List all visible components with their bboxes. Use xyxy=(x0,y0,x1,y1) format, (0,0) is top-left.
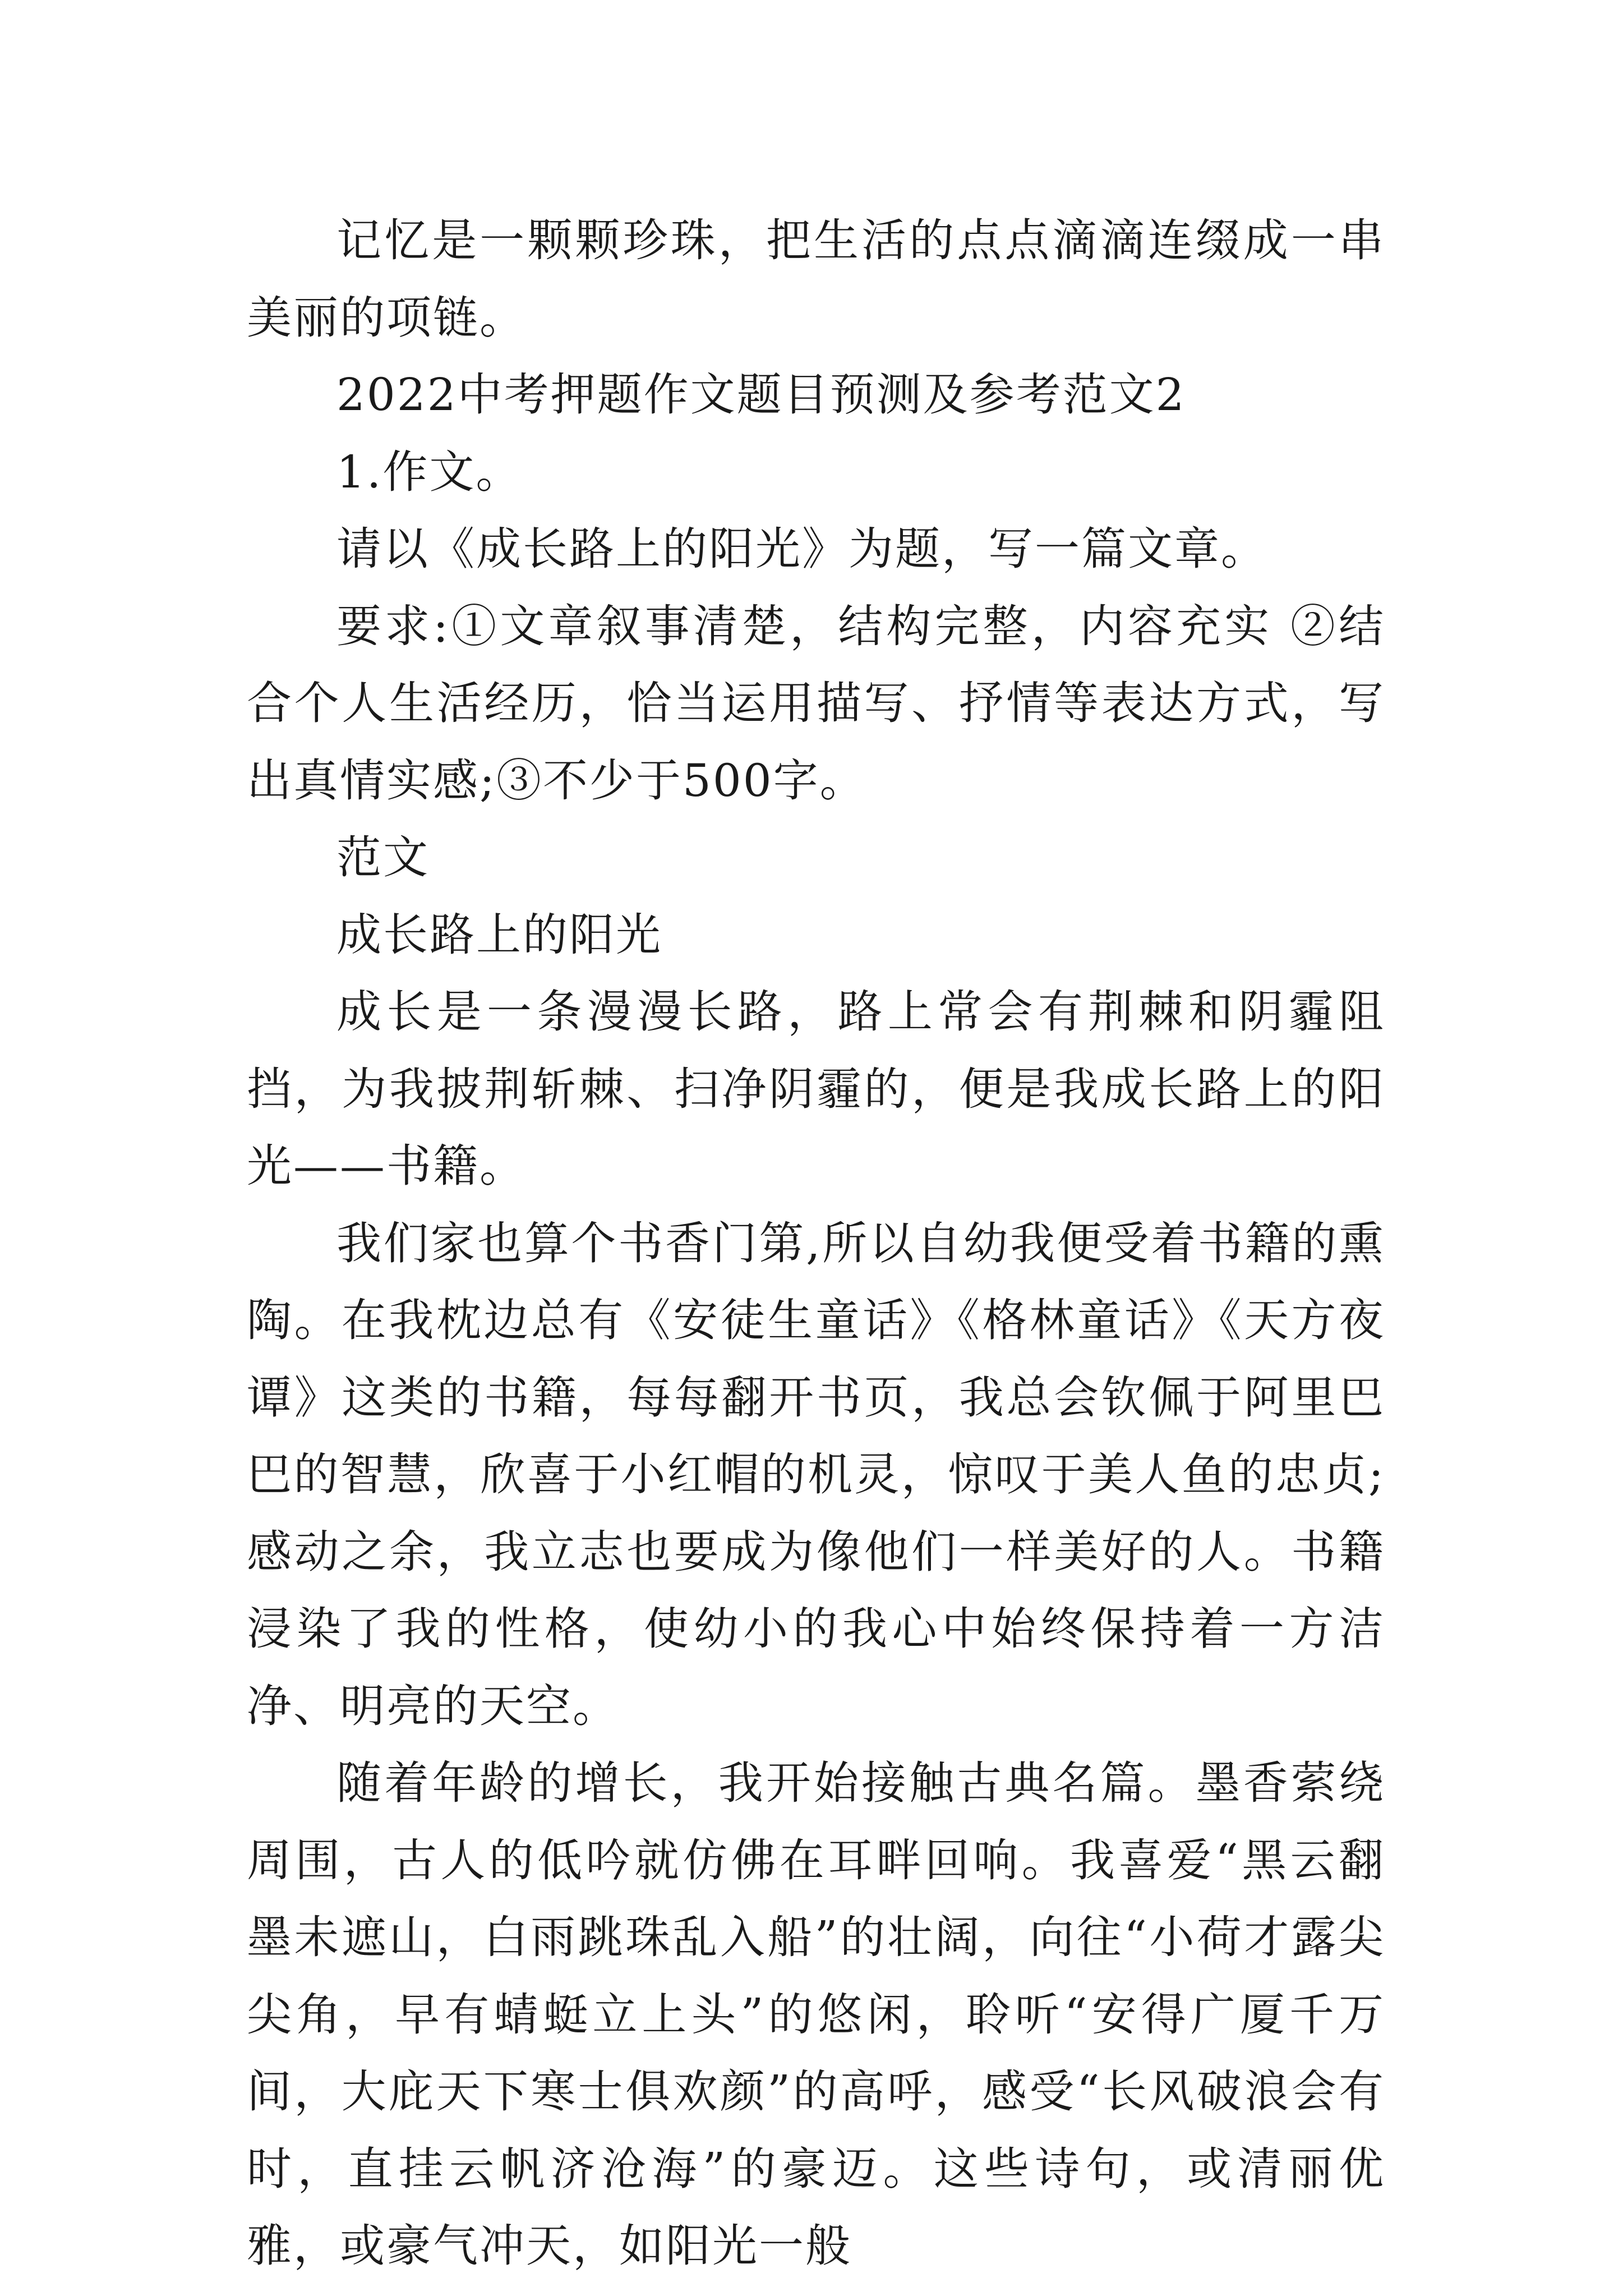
document-body xyxy=(247,202,1385,2285)
paragraph-prompt: 请以《成长路上的阳光》为题，写一篇文章。 xyxy=(336,523,1267,575)
paragraph-section-title: 2022中考押题作文题目预测及参考范文2 xyxy=(336,369,1186,421)
paragraph-essay-classics: 随着年龄的增长，我开始接触古典名篇。墨香萦绕周围，古人的低吟就仿佛在耳畔回响。我喜爱“黑云翻墨未遮山，白雨跳珠乱入船”的壮阔，向往“小荷才露尖尖角，早有蜻蜓立上头”的悠闲，聆听“安得广厦千万间，大庇天下寒士俱欢颜”的高呼，感受“长风破浪会有时，直挂云帆济沧海”的豪迈。这些诗句，或清丽优雅，或豪气冲天，如阳光一般 xyxy=(247,1757,1385,2272)
paragraph-essay-intro: 成长是一条漫漫长路，路上常会有荆棘和阴霾阻挡，为我披荆斩棘、扫净阴霾的，便是我成长路上的阳光——书籍。 xyxy=(247,986,1385,1192)
paragraph-essay-childhood: 我们家也算个书香门第,所以自幼我便受着书籍的熏陶。在我枕边总有《安徒生童话》《格林童话》《天方夜谭》这类的书籍，每每翻开书页，我总会钦佩于阿里巴巴的智慧，欣喜于小红帽的机灵，惊叹于美人鱼的忠贞;感动之余，我立志也要成为像他们一样美好的人。书籍浸染了我的性格，使幼小的我心中始终保持着一方洁净、明亮的天空。 xyxy=(247,1217,1385,1732)
paragraph-sample-label: 范文 xyxy=(336,831,430,884)
paragraph-item-number: 1.作文。 xyxy=(336,445,523,498)
paragraph-pearl-memory: 记忆是一颗颗珍珠，把生活的点点滴滴连缀成一串美丽的项链。 xyxy=(247,214,1385,344)
paragraph-essay-title: 成长路上的阳光 xyxy=(336,908,662,961)
paragraph-requirements: 要求:①文章叙事清楚，结构完整，内容充实 ②结合个人生活经历，恰当运用描写、抒情等表达方式，写出真情实感;③不少于500字。 xyxy=(247,600,1385,807)
